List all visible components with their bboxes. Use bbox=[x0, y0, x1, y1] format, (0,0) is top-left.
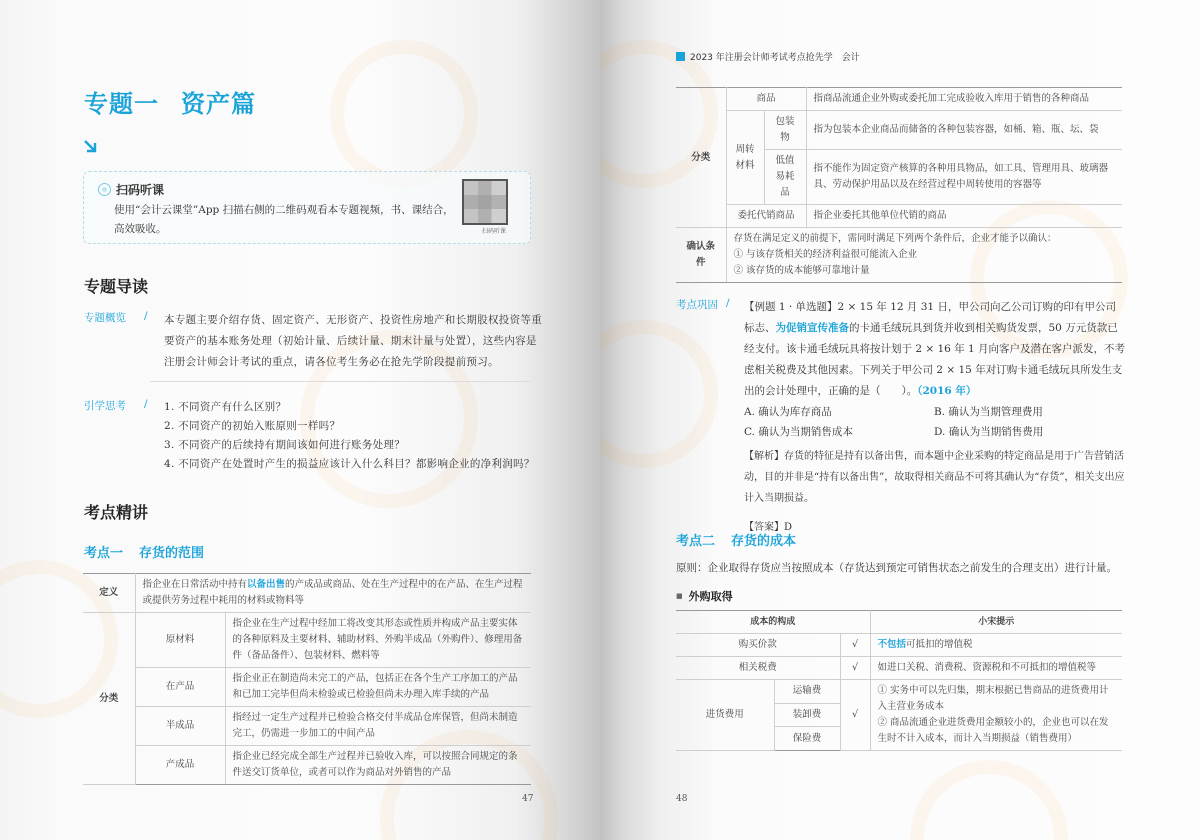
cost-composition-table bbox=[676, 610, 1122, 751]
category-name: 商品 bbox=[726, 88, 806, 111]
watermark bbox=[600, 320, 718, 468]
inventory-scope-table bbox=[83, 573, 531, 785]
point-two-title: 考点二 存货的成本 bbox=[676, 534, 797, 549]
category-name: 原材料 bbox=[135, 613, 225, 668]
column-header: 成本的构成 bbox=[676, 611, 870, 634]
table-header-row bbox=[676, 611, 1122, 634]
overview-text: 本专题主要介绍存货、固定资产、无形资产、投资性房地产和长期股权投资等重要资产的基本账务处理（初始计量、后续计量、期末计量与处置），这些内容是注册会计师会计考试的重点，请各位考生务必在抢先学阶段提前预习。 bbox=[164, 314, 542, 368]
sub-item: 保险费 bbox=[774, 727, 840, 751]
example-question bbox=[744, 297, 1126, 538]
scan-description: 使用“会计云课堂”App 扫描右侧的二维码观看本专题视频，书、课结合，高效吸收。 bbox=[114, 204, 454, 235]
category-label: 分类 bbox=[676, 88, 726, 228]
category-name: 半成品 bbox=[135, 707, 225, 746]
revolving-label: 周转材料 bbox=[726, 111, 764, 205]
table-row bbox=[676, 228, 1122, 283]
chapter-title: 专题一 资产篇 bbox=[84, 89, 256, 118]
sub-item: 装卸费 bbox=[774, 703, 840, 727]
category-desc: 指为包装本企业商品而储备的各种包装容器，如桶、箱、瓶、坛、袋 bbox=[806, 111, 1122, 150]
cost-item: 相关税费 bbox=[676, 657, 840, 680]
category-desc: 指企业在生产过程中经加工将改变其形态或性质并构成产品主要实体的各种原料及主要材料、辅助材料、外购半成品（外购件）、修理用备件（备品备件）、包装材料、燃料等 bbox=[225, 613, 531, 668]
table-row bbox=[676, 111, 1122, 150]
inventory-category-table bbox=[676, 87, 1122, 283]
category-name: 在产品 bbox=[135, 668, 225, 707]
table-row bbox=[83, 668, 531, 707]
option-c: C. 确认为当期销售成本 bbox=[744, 426, 853, 438]
category-desc: 指企业委托其他单位代销的商品 bbox=[806, 205, 1122, 228]
table-row bbox=[676, 88, 1122, 111]
sub-item: 运输费 bbox=[774, 680, 840, 704]
question-stem: 【例题 1 · 单选题】2 × 15 年 12 月 31 日，甲公司向乙公司订购的印有甲公司标志、为促销宣传准备的卡通毛绒玩具到货并收到相关购货发票，50 万元货款已经支付。该卡通毛绒玩具将按计划于 2 × 16 年 1 月向客户及潜在客户派发，不考虑相关税费及其他因素。下列关于甲公司 2 × 15 年对订购卡通毛绒玩具所发生支出的会计处理中，正确的是（ ）。（2016 年） bbox=[744, 301, 1126, 397]
cost-item: 购买价款 bbox=[676, 634, 840, 657]
category-desc: 指经过一定生产过程并已检验合格交付半成品仓库保管，但尚未制造完工，仍需进一步加工的中间产品 bbox=[225, 707, 531, 746]
overview-block: 专题概览 / 本专题主要介绍存货、固定资产、无形资产、投资性房地产和长期股权投资等重要资产的基本账务处理（初始计量、后续计量、期末计量与处置），这些内容是注册会计师会计考试的重点，请各位考生务必在抢先学阶段提前预习。 bbox=[84, 310, 544, 373]
watermark bbox=[330, 40, 478, 188]
thinking-block: 引学思考 / 1. 不同资产有什么区别？ 2. 不同资产的初始入账原则一样吗？ 3. 不同资产的后续持有期间该如何进行账务处理？ 4. 不同资产在处置时产生的损益应该计入什么科目？都影响企业的净利润吗？ bbox=[84, 398, 544, 474]
recognition-label: 确认条件 bbox=[676, 228, 726, 283]
table-row bbox=[676, 634, 1122, 657]
definition-text: 指企业在日常活动中持有以备出售的产成品或商品、处在生产过程中的在产品、在生产过程或提供劳务过程中耗用的材料或物料等 bbox=[135, 574, 531, 613]
analysis-text: 【解析】存货的特征是持有以备出售，而本题中企业采购的特定商品是用于广告营销活动，目的并非是“持有以备出售”，故取得相关商品不可将其确认为“存货”，相关支出应计入当期损益。 bbox=[744, 451, 1125, 504]
option-a: A. 确认为库存商品 bbox=[744, 406, 832, 418]
qr-code[interactable] bbox=[462, 179, 508, 225]
option-d: D. 确认为当期销售费用 bbox=[934, 426, 1044, 438]
overview-label: 专题概览 bbox=[84, 312, 126, 324]
qr-caption: 扫码听课 bbox=[481, 228, 506, 235]
definition-label: 定义 bbox=[83, 574, 135, 613]
check-mark: √ bbox=[840, 680, 870, 751]
table-row bbox=[83, 707, 531, 746]
table-row bbox=[83, 613, 531, 668]
option-b: B. 确认为当期管理费用 bbox=[934, 406, 1043, 418]
tip-text: 如进口关税、消费税、资源税和不可抵扣的增值税等 bbox=[870, 657, 1122, 680]
category-desc: 指不能作为固定资产核算的各种用具物品，如工具、管理用具、玻璃器具、劳动保护用品以及在经营过程中周转使用的容器等 bbox=[806, 150, 1122, 205]
consolidation-label: 考点巩固 bbox=[676, 299, 718, 311]
question-item: 1. 不同资产有什么区别？ bbox=[164, 401, 287, 413]
category-desc: 指企业正在制造尚未完工的产品，包括正在各个生产工序加工的产品和已加工完毕但尚未检验或已检验但尚未办理入库手续的产品 bbox=[225, 668, 531, 707]
square-icon bbox=[676, 52, 685, 61]
answer-text: 【答案】D bbox=[744, 522, 793, 533]
headphone-icon bbox=[98, 183, 111, 196]
purchase-heading: ■ 外购取得 bbox=[676, 588, 733, 604]
category-name: 包装物 bbox=[764, 111, 806, 150]
check-mark: √ bbox=[840, 657, 870, 680]
page-number: 47 bbox=[522, 794, 534, 804]
category-name: 低值易耗品 bbox=[764, 150, 806, 205]
recognition-text: 存货在满足定义的前提下，需同时满足下列两个条件后，企业才能予以确认： ① 与该存货相关的经济利益很可能流入企业 ② 该存货的成本能够可靠地计量 bbox=[726, 228, 1122, 283]
principle-text: 原则：企业取得存货应当按照成本（存货达到预定可销售状态之前发生的合理支出）进行计量。 bbox=[676, 562, 1117, 574]
category-name: 委托代销商品 bbox=[726, 205, 806, 228]
guide-heading: 专题导读 bbox=[84, 277, 149, 296]
category-desc: 指商品流通企业外购或委托加工完成验收入库用于销售的各种商品 bbox=[806, 88, 1122, 111]
answer-options bbox=[744, 402, 1126, 442]
page-number: 48 bbox=[676, 794, 688, 804]
table-row bbox=[676, 205, 1122, 228]
scan-lesson-box bbox=[83, 171, 531, 244]
column-header: 小宋提示 bbox=[870, 611, 1122, 634]
thinking-label: 引学思考 bbox=[84, 400, 126, 412]
category-desc: 指企业已经完成全部生产过程并已验收入库，可以按照合同规定的条件送交订货单位，或者可以作为商品对外销售的产品 bbox=[225, 746, 531, 785]
tip-text: ① 实务中可以先归集，期末根据已售商品的进货费用计入主营业务成本 ② 商品流通企业进货费用金额较小的，企业也可以在发生时不计入成本，而计入当期损益（销售费用） bbox=[870, 680, 1122, 751]
scan-title: 扫码听课 bbox=[98, 181, 164, 198]
question-item: 3. 不同资产的后续持有期间该如何进行账务处理？ bbox=[164, 439, 406, 451]
running-head: 2023 年注册会计师考试考点抢先学 会计 bbox=[676, 50, 860, 63]
point-one-title: 考点一 存货的范围 bbox=[84, 546, 205, 561]
cost-item: 进货费用 bbox=[676, 680, 774, 751]
tip-text: 不包括可抵扣的增值税 bbox=[870, 634, 1122, 657]
thinking-questions bbox=[164, 398, 544, 474]
arrow-down-right-icon bbox=[82, 138, 98, 154]
category-label: 分类 bbox=[83, 613, 135, 785]
table-row bbox=[676, 657, 1122, 680]
table-row bbox=[83, 746, 531, 785]
check-mark: √ bbox=[840, 634, 870, 657]
watermark bbox=[910, 760, 1068, 840]
table-row bbox=[676, 680, 1122, 704]
category-name: 产成品 bbox=[135, 746, 225, 785]
lecture-heading: 考点精讲 bbox=[84, 503, 149, 522]
divider bbox=[150, 381, 530, 382]
table-row bbox=[83, 574, 531, 613]
question-item: 4. 不同资产在处置时产生的损益应该计入什么科目？都影响企业的净利润吗？ bbox=[164, 458, 535, 470]
question-item: 2. 不同资产的初始入账原则一样吗？ bbox=[164, 420, 341, 432]
